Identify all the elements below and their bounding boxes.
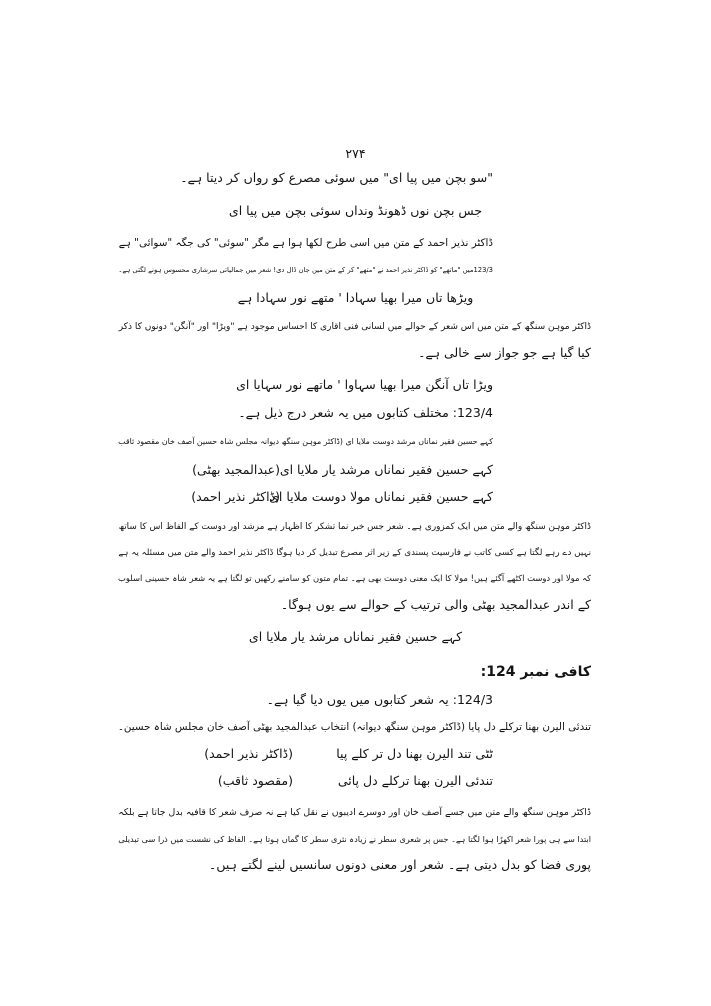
page-number: ۲۷۴: [345, 146, 366, 161]
verse-line: کہے حسین فقیر نماناں مرشد یار ملایا ای: [248, 629, 463, 644]
verse-source: (ڈاکٹر نذیر احمد): [191, 489, 280, 504]
verse-line: ویڑھا تاں میرا بھیا سہادا ' متھے نور سہادا ہے: [237, 290, 474, 305]
text-line: ابتدا سے ہی پورا شعر اکھڑا ہوا لگتا ہے۔ جس پر شعری سطر نے زیادہ نثری سطر کا گماں ہوتا ہے۔ الفاظ کی نشست میں ذرا سی تبدیلی: [118, 834, 591, 844]
text-line: ڈاکٹر موہن سنگھ والے متن میں جسے آصف خان اور دوسرے ادیبوں نے نقل کیا ہے نہ صرف شعر کا قافیہ بدل جاتا ہے بلکہ: [118, 807, 591, 818]
verse-source: (مقصود ثاقب): [217, 773, 293, 788]
verse-line: کہے حسین فقیر نماناں مولا دوست ملایا ای: [269, 489, 493, 504]
text-line: پوری فضا کو بدل دیتی ہے۔ شعر اور معنی دونوں سانسیں لینے لگتے ہیں۔: [209, 857, 591, 872]
text-line: کہ مولا اور دوست اکٹھے آگئے ہیں! مولا کا ایک معنی دوست بھی ہے۔ تمام متون کو سامنے رکھیں تو لگتا ہے یہ شعر شاہ حسینی اسلوب: [117, 573, 591, 583]
verse-source: (ڈاکٹر نذیر احمد): [204, 746, 293, 761]
verse-line: ویڑا تاں آنگن میرا بھیا سہاوا ' ماتھے نور سہایا ای: [236, 377, 493, 392]
text-line: ڈاکٹر موہن سنگھ کے متن میں اس شعر کے حوالے میں لسانی فنی اقاری کا احساس موجود ہے "ویڑا" اور "آنگن" دونوں کا ذکر: [118, 322, 591, 332]
text-line: ڈاکٹر نذیر احمد کے متن میں اسی طرح لکھا ہوا ہے مگر "سوئی" کی جگہ "سوائی" ہے: [118, 237, 493, 249]
text-line: کے اندر عبدالمجید بھٹی والی ترتیب کے حوالے سے یوں ہوگا۔: [280, 597, 591, 612]
verse-source: (عبدالمجید بھٹی): [192, 462, 280, 477]
verse-line: جس بچن نوں ڈھونڈ ونداں سوئی بچن میں پیا ای: [228, 203, 483, 218]
text-line: کیا گیا ہے جو جواز سے خالی ہے۔: [418, 345, 591, 360]
text-line: ڈاکٹر موہن سنگھ والے متن میں ایک کمزوری ہے۔ شعر جس خبر نما تشکر کا اظہار ہے مرشد اور دوست کے الفاظ اس کا ساتھ: [118, 522, 591, 532]
verse-line: تندئی الیرن بھنا ترکلے دل پائی: [337, 773, 493, 788]
text-line: "سو بچن میں پیا ای" میں سوئی مصرع کو رواں کر دیتا ہے۔: [180, 170, 493, 185]
verse-line: کہے حسین فقیر نماناں مرشد یار ملایا ای: [279, 462, 493, 477]
text-line: 123/4: مختلف کتابوں میں یہ شعر درج ذیل ہے۔: [238, 405, 493, 420]
text-line: 124/3: یہ شعر کتابوں میں یوں دیا گیا ہے۔: [266, 692, 493, 707]
section-heading: کافی نمبر 124:: [480, 664, 591, 680]
text-line: نہیں دے رہے لگتا ہے کسی کاتب نے فارسیت پسندی کے زیر اثر مصرع تبدیل کر دیا ہوگا ڈاکٹر نذیر احمد والے متن میں مسئلہ یہ ہے: [118, 548, 591, 558]
verse-line: ٹٹی تند الیرن بھنا دل تر کلے پیا: [336, 746, 493, 761]
text-line: 123/3میں "ماتھے" کو ڈاکٹر نذیر احمد نے "متھے" کر کے متن میں جان ڈال دی! شعر میں جمالیاتی سرشاری محسوس ہونے لگتی ہے۔: [118, 266, 493, 274]
verse-line: کہے حسین فقیر نماناں مرشد دوست ملایا ای (ڈاکٹر موہن سنگھ دیوانہ مجلس شاہ حسین آصف خان مقصود ثاقب: [118, 437, 493, 446]
verse-line: تندئی الیرن بھنا ترکلے دل پایا (ڈاکٹر موہن سنگھ دیوانہ) انتخاب عبدالمجید بھٹی آصف خان مجلس شاہ حسین۔: [117, 721, 591, 733]
